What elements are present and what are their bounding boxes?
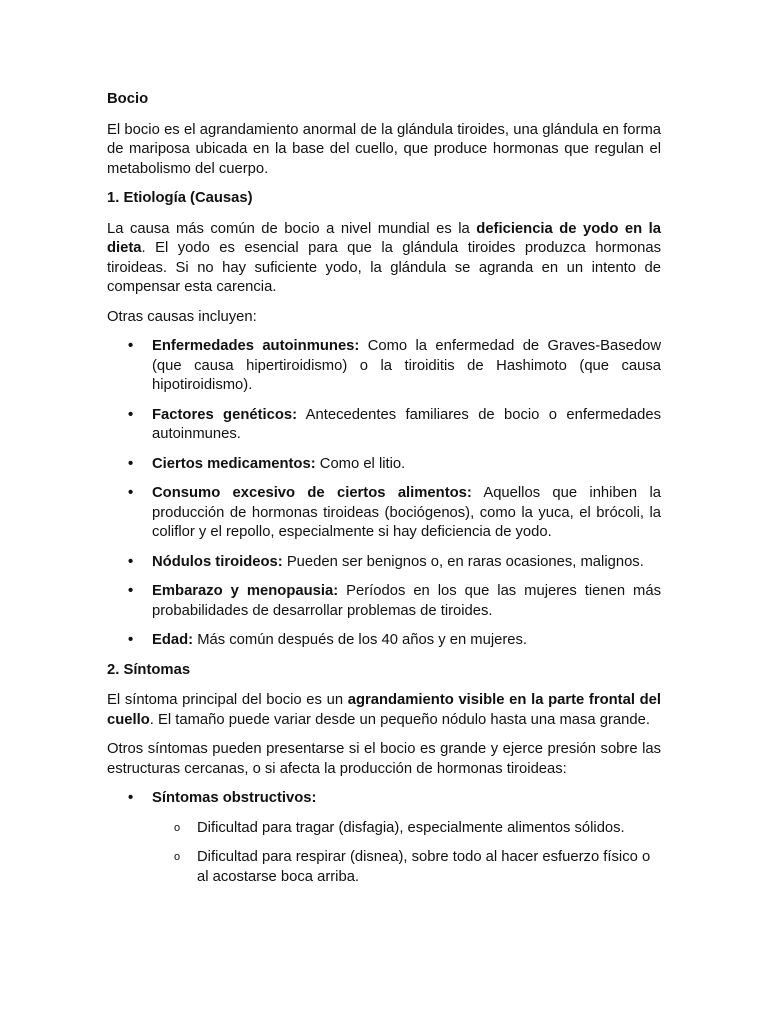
text-run: . El yodo es esencial para que la glándula tiroides produzca hormonas tiroideas. Si no hay suficiente yodo, la glándula se agranda en un intento de compensar esta carencia. <box>107 240 661 295</box>
item-label: Embarazo y menopausia: <box>152 583 339 599</box>
circle-bullet-icon: o <box>174 821 181 834</box>
list-item <box>107 455 661 475</box>
list-item <box>107 337 661 396</box>
sub-list-item <box>152 819 661 839</box>
document-title: Bocio <box>107 91 149 107</box>
bullet-icon: • <box>128 338 134 354</box>
text-run: La causa más común de bocio a nivel mundial es la <box>107 220 477 237</box>
sub-list-item <box>152 848 661 887</box>
sub-item-text: Dificultad para tragar (disfagia), especialmente alimentos sólidos. <box>197 819 625 836</box>
item-label: Nódulos tiroideos: <box>152 553 283 570</box>
item-text: Antecedentes familiares de bocio o enfermedades autoinmunes. <box>152 406 661 442</box>
item-label: Enfermedades autoinmunes: <box>152 338 360 354</box>
list-item <box>107 582 661 621</box>
section-2-paragraph-1 <box>107 691 661 730</box>
section-1-paragraph-2: Otras causas incluyen: <box>107 308 257 325</box>
bullet-icon: • <box>128 406 134 423</box>
circle-bullet-icon: o <box>174 851 181 863</box>
sub-item-text: Dificultad para respirar (disnea), sobre todo al hacer esfuerzo físico o al acostarse boca arriba. <box>197 849 651 885</box>
section-1-paragraph-1 <box>107 220 661 298</box>
text-run: . El tamaño puede variar desde un pequeño nódulo hasta una masa grande. <box>149 711 650 728</box>
bullet-icon: • <box>128 455 134 472</box>
section-2-paragraph-2: Otros síntomas pueden presentarse si el bocio es grande y ejerce presión sobre las estructuras cercanas, o si afecta la producción de hormonas tiroideas: <box>107 741 661 777</box>
bullet-icon: • <box>128 485 134 501</box>
item-text: Como la enfermedad de Graves-Basedow (que causa hipertiroidismo) o la tiroiditis de Hashimoto (que causa hipotiroidismo). <box>152 338 662 393</box>
symptoms-list <box>107 789 661 887</box>
bullet-icon: • <box>128 790 134 806</box>
item-label: Factores genéticos: <box>152 406 298 423</box>
item-text: Pueden ser benignos o, en raras ocasiones, malignos. <box>282 553 644 570</box>
list-item <box>107 406 661 445</box>
bullet-icon: • <box>128 553 134 570</box>
item-label: Síntomas obstructivos: <box>152 790 317 806</box>
bullet-icon: • <box>128 583 134 599</box>
list-item <box>107 789 661 887</box>
section-2-heading: 2. Síntomas <box>107 661 191 678</box>
item-text: Aquellos que inhiben la producción de hormonas tiroideas (bociógenos), como la yuca, el brócoli, la coliflor y el repollo, especialmente si hay deficiencia de yodo. <box>152 485 661 540</box>
item-label: Edad: <box>152 632 194 648</box>
bold-run: deficiencia de yodo en la dieta <box>107 220 661 256</box>
list-item <box>107 553 661 573</box>
list-item <box>107 631 661 651</box>
causes-list <box>107 337 661 651</box>
item-text: Períodos en los que las mujeres tienen más probabilidades de desarrollar problemas de tiroides. <box>152 583 661 619</box>
list-item <box>107 484 661 543</box>
item-text: Más común después de los 40 años y en mujeres. <box>193 632 528 648</box>
intro-paragraph: El bocio es el agrandamiento anormal de la glándula tiroides, una glándula en forma de mariposa ubicada en la base del cuello, que produce hormonas que regulan el metabolismo del cuerpo. <box>107 121 661 177</box>
section-1-heading: 1. Etiología (Causas) <box>107 190 253 206</box>
item-label: Consumo excesivo de ciertos alimentos: <box>152 485 472 501</box>
bold-run: agrandamiento visible en la parte frontal del cuello <box>107 692 661 728</box>
item-text: Como el litio. <box>315 455 406 472</box>
item-label: Ciertos medicamentos: <box>152 455 316 472</box>
obstructive-sublist <box>152 819 661 888</box>
bullet-icon: • <box>128 632 134 648</box>
text-run: El síntoma principal del bocio es un <box>107 692 348 708</box>
